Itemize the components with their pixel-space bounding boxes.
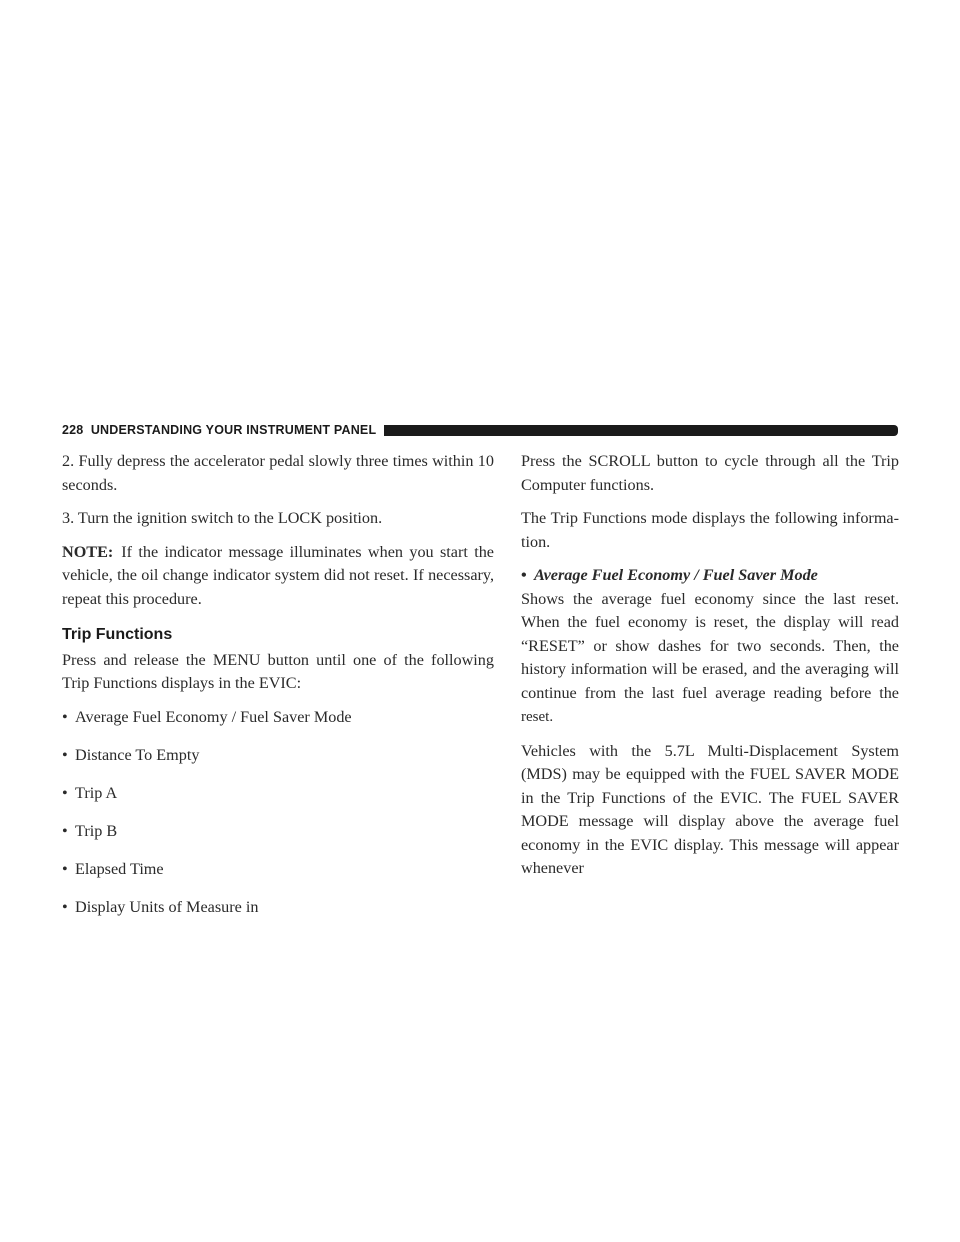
bullet-icon: • xyxy=(62,707,68,726)
step-3-paragraph: 3. Turn the ignition switch to the LOCK position. xyxy=(62,509,383,527)
header-rule-bar xyxy=(384,425,898,436)
mds-paragraph: Vehicles with the 5.7L Multi-Displacement System (MDS) may be equipped with the FUEL SAVER MODE in the Trip Functions of the EVIC. The FUEL SAVER MODE message will display above the average fuel economy in the EVIC display. This message will appear whenever xyxy=(521,741,899,877)
bullet-icon: • xyxy=(62,821,68,840)
list-item xyxy=(62,744,494,768)
trip-functions-list xyxy=(62,706,494,920)
list-item-text: Display Units of Measure in xyxy=(75,897,259,916)
average-fuel-paragraph xyxy=(521,588,899,730)
bullet-icon: • xyxy=(521,566,527,584)
note-label: NOTE: xyxy=(62,542,114,561)
header-text xyxy=(62,423,384,437)
mode-paragraph: The Trip Functions mode displays the following informa- tion. xyxy=(521,509,899,551)
list-item-text: Elapsed Time xyxy=(75,859,164,878)
section-title: UNDERSTANDING YOUR INSTRUMENT PANEL xyxy=(90,423,377,437)
average-fuel-text-end: reset. xyxy=(521,709,554,725)
list-item-text: Trip A xyxy=(75,783,118,802)
right-column xyxy=(521,450,899,891)
average-fuel-subheading xyxy=(521,564,899,588)
bullet-icon: • xyxy=(62,859,68,878)
list-item xyxy=(62,706,494,730)
average-fuel-text: Shows the average fuel economy since the last reset. When the fuel economy is reset, the display will read “RESET” or show dashes for two seconds. Then, the history information will be erased, and the averaging will continue from the last fuel average reading before the xyxy=(521,589,899,702)
note-paragraph xyxy=(62,541,494,612)
left-column xyxy=(62,450,494,934)
list-item-text: Distance To Empty xyxy=(75,745,200,764)
list-item xyxy=(62,782,494,806)
list-item xyxy=(62,858,494,882)
note-text: If the indicator message illuminates when you start the vehicle, the oil change indicator system did not reset. If necessary, repeat this procedure. xyxy=(62,542,494,608)
list-item xyxy=(62,896,494,920)
subheading-text: Average Fuel Economy / Fuel Saver Mode xyxy=(534,566,818,584)
trip-functions-intro: Press and release the MENU button until one of the following Trip Functions displays in the EVIC: xyxy=(62,650,494,692)
scroll-paragraph: Press the SCROLL button to cycle through all the Trip Computer functions. xyxy=(521,452,899,494)
bullet-icon: • xyxy=(62,783,68,802)
list-item-text: Average Fuel Economy / Fuel Saver Mode xyxy=(75,707,352,726)
step-2-paragraph: 2. Fully depress the accelerator pedal slowly three times within 10 seconds. xyxy=(62,452,494,494)
list-item-text: Trip B xyxy=(75,821,118,840)
bullet-icon: • xyxy=(62,745,68,764)
page-header xyxy=(62,421,898,439)
page-number: 228 xyxy=(62,423,84,437)
bullet-icon: • xyxy=(62,897,68,916)
trip-functions-heading: Trip Functions xyxy=(62,626,173,643)
list-item xyxy=(62,820,494,844)
